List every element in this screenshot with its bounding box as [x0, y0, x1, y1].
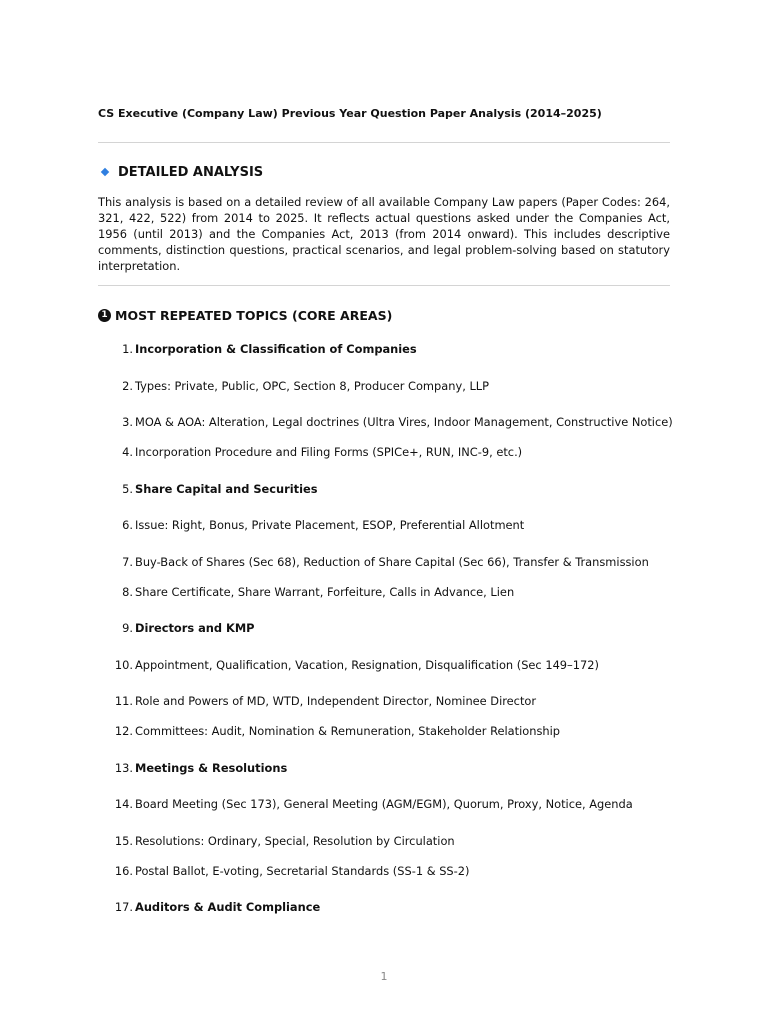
list-item-text: Share Certificate, Share Warrant, Forfeiture, Calls in Advance, Lien: [135, 585, 515, 599]
list-item-number: 4.: [122, 445, 133, 459]
list-item-text: Committees: Audit, Nomination & Remuneration, Stakeholder Relationship: [135, 724, 560, 738]
list-item: [98, 481, 318, 497]
list-item-number: 12.: [114, 724, 133, 738]
document-title: CS Executive (Company Law) Previous Year Question Paper Analysis (2014–2025): [98, 107, 602, 120]
list-item-text: Share Capital and Securities: [135, 482, 318, 496]
list-item-text: Incorporation Procedure and Filing Forms (SPICe+, RUN, INC-9, etc.): [135, 445, 523, 459]
list-item: [98, 620, 255, 636]
list-item-text: Meetings & Resolutions: [135, 761, 288, 775]
most-repeated-topics-heading-text: MOST REPEATED TOPICS (CORE AREAS): [115, 307, 393, 323]
list-item: [98, 584, 514, 600]
list-item-number: 14.: [114, 797, 133, 811]
list-item-number: 13.: [114, 761, 133, 775]
list-item: [98, 444, 522, 460]
list-item: [98, 693, 536, 709]
list-item-text: Postal Ballot, E-voting, Secretarial Standards (SS-1 & SS-2): [135, 864, 470, 878]
list-item-text: MOA & AOA: Alteration, Legal doctrines (Ultra Vires, Indoor Management, Constructive Notice): [135, 415, 673, 429]
list-item-number: 16.: [114, 864, 133, 878]
list-item: [98, 657, 599, 673]
list-item-number: 1.: [122, 342, 133, 356]
list-item-number: 9.: [122, 621, 133, 635]
most-repeated-topics-heading: [98, 307, 392, 323]
list-item: [98, 341, 417, 357]
divider: [98, 285, 670, 286]
list-item-text: Directors and KMP: [135, 621, 255, 635]
list-item-number: 7.: [122, 555, 133, 569]
list-item-number: 6.: [122, 518, 133, 532]
list-item-text: Board Meeting (Sec 173), General Meeting (AGM/EGM), Quorum, Proxy, Notice, Agenda: [135, 797, 633, 811]
circled-one-icon: 1: [98, 309, 111, 322]
list-item-text: Issue: Right, Bonus, Private Placement, ESOP, Preferential Allotment: [135, 518, 525, 532]
list-item-text: Buy-Back of Shares (Sec 68), Reduction of Share Capital (Sec 66), Transfer & Transmission: [135, 555, 649, 569]
list-item-text: Appointment, Qualification, Vacation, Resignation, Disqualification (Sec 149–172): [135, 658, 599, 672]
list-item: [98, 554, 649, 570]
list-item: [98, 760, 287, 776]
list-item: [98, 723, 560, 739]
list-item: [98, 517, 524, 533]
intro-paragraph: This analysis is based on a detailed review of all available Company Law papers (Paper Codes: 264, 321, 422, 522) from 2014 to 2025. It reflects actual questions asked under the Companies Act, 1956 (until 2013) and the Companies Act, 2013 (from 2014 onward). This includes descriptive comments, distinction questions, practical scenarios, and legal problem-solving based on statutory interpretation.: [98, 195, 670, 273]
list-item-text: Role and Powers of MD, WTD, Independent Director, Nominee Director: [135, 694, 537, 708]
list-item: [98, 378, 489, 394]
list-item-number: 2.: [122, 379, 133, 393]
detailed-analysis-heading: [102, 164, 263, 180]
divider: [98, 142, 670, 143]
list-item: [98, 796, 633, 812]
list-item-text: Types: Private, Public, OPC, Section 8, Producer Company, LLP: [135, 379, 490, 393]
list-item-number: 3.: [122, 415, 133, 429]
list-item: [98, 863, 469, 879]
list-item-number: 15.: [114, 834, 133, 848]
list-item: [98, 414, 673, 430]
list-item-number: 17.: [114, 900, 133, 914]
list-item-text: Auditors & Audit Compliance: [135, 900, 321, 914]
detailed-analysis-heading-text: DETAILED ANALYSIS: [118, 164, 264, 180]
list-item: [98, 833, 455, 849]
list-item: [98, 899, 320, 915]
list-item-number: 10.: [114, 658, 133, 672]
list-item-text: Incorporation & Classification of Companies: [135, 342, 417, 356]
list-item-number: 8.: [122, 585, 133, 599]
page-number: 1: [380, 970, 388, 983]
blue-diamond-icon: [101, 168, 109, 176]
list-item-number: 5.: [122, 482, 133, 496]
list-item-number: 11.: [114, 694, 133, 708]
list-item-text: Resolutions: Ordinary, Special, Resolution by Circulation: [135, 834, 455, 848]
